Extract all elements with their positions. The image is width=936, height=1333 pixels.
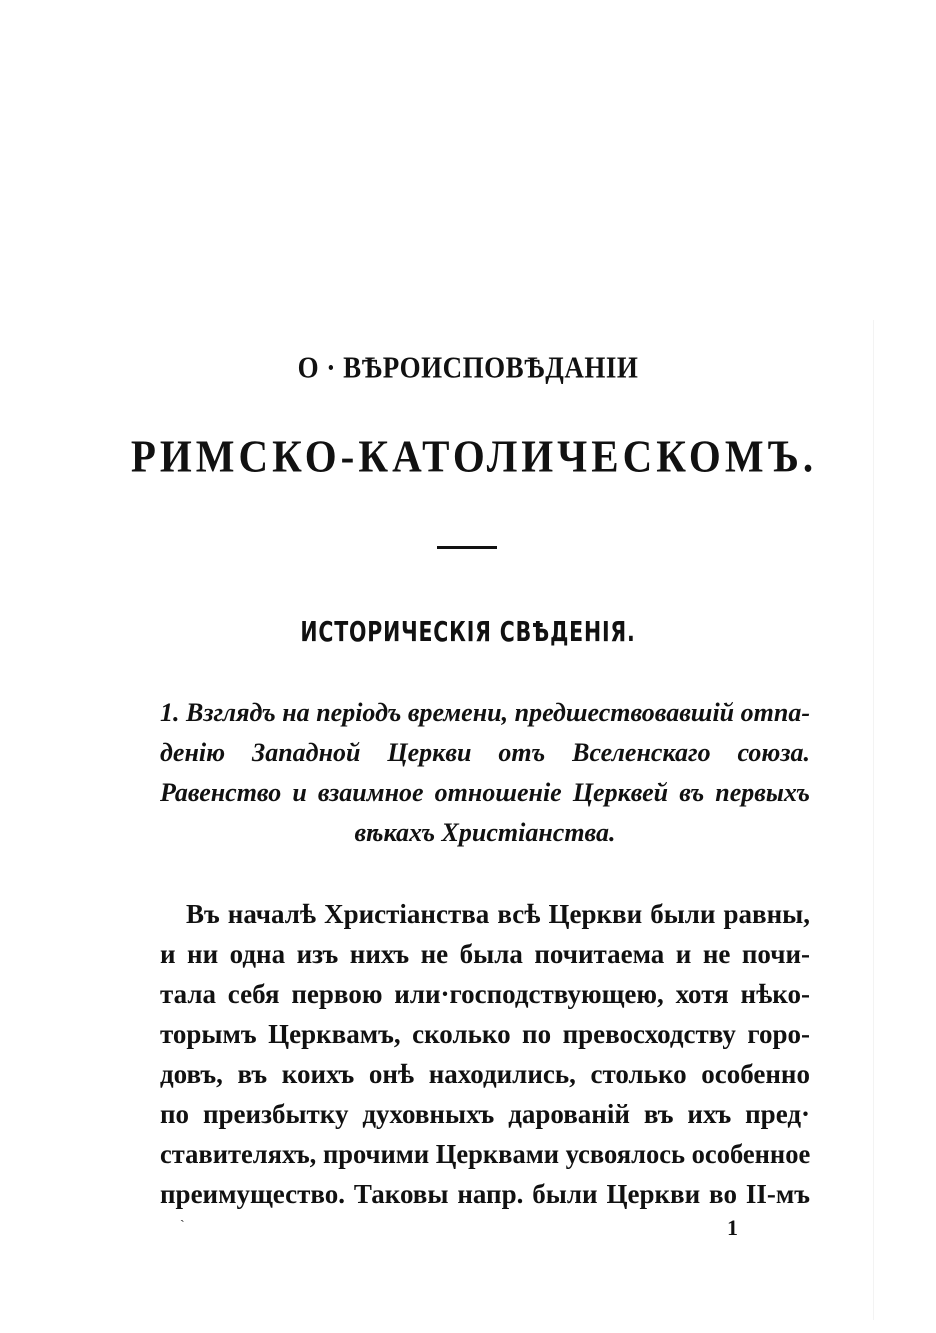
body-line: торымъ Церквамъ, сколько по превосходству горо- — [160, 1019, 810, 1049]
title-line-2: РИМСКО-КАТОЛИЧЕСКОМЪ. — [130, 430, 818, 482]
body-line: тала себя первою или·господствующею, хотя нѣко- — [160, 979, 810, 1009]
body-line: Въ началѣ Христіанства всѣ Церкви были равны, — [186, 899, 810, 929]
decorative-rule — [437, 546, 497, 549]
body-paragraph — [160, 894, 810, 1214]
subsection-line-1 — [160, 693, 810, 733]
subsection-line-4: вѣкахъ Христіанства. — [354, 818, 616, 847]
stray-print-mark: ˏ — [180, 1208, 185, 1223]
body-line: по преизбытку духовныхъ дарованій въ ихъ пред· — [160, 1099, 810, 1129]
page-number: 1 — [727, 1215, 738, 1240]
body-line: ставителяхъ, прочими Церквами усвоялось особенное — [160, 1139, 811, 1169]
title-line-1: О · ВѢРОИСПОВѢДАНІИ — [297, 349, 639, 385]
body-line: довъ, въ коихъ онѣ находились, столько особенно — [160, 1059, 810, 1089]
subsection-line-3: Равенство и взаимное отношеніе Церквей въ первыхъ — [160, 778, 810, 807]
subsection-line-1-text: Взглядъ на періодъ времени, предшествовавшій отпа- — [179, 698, 810, 727]
section-heading: ИСТОРИЧЕСКІЯ СВѢДЕНІЯ. — [300, 615, 636, 648]
body-line: преимущество. Таковы напр. были Церкви во II-мъ — [160, 1179, 810, 1209]
subsection-number: 1. — [160, 698, 180, 727]
subsection-line-2: денію Западной Церкви отъ Вселенскаго союза. — [160, 738, 810, 767]
subsection-heading — [160, 693, 810, 853]
body-line: и ни одна изъ нихъ не была почитаема и не почи- — [160, 939, 810, 969]
